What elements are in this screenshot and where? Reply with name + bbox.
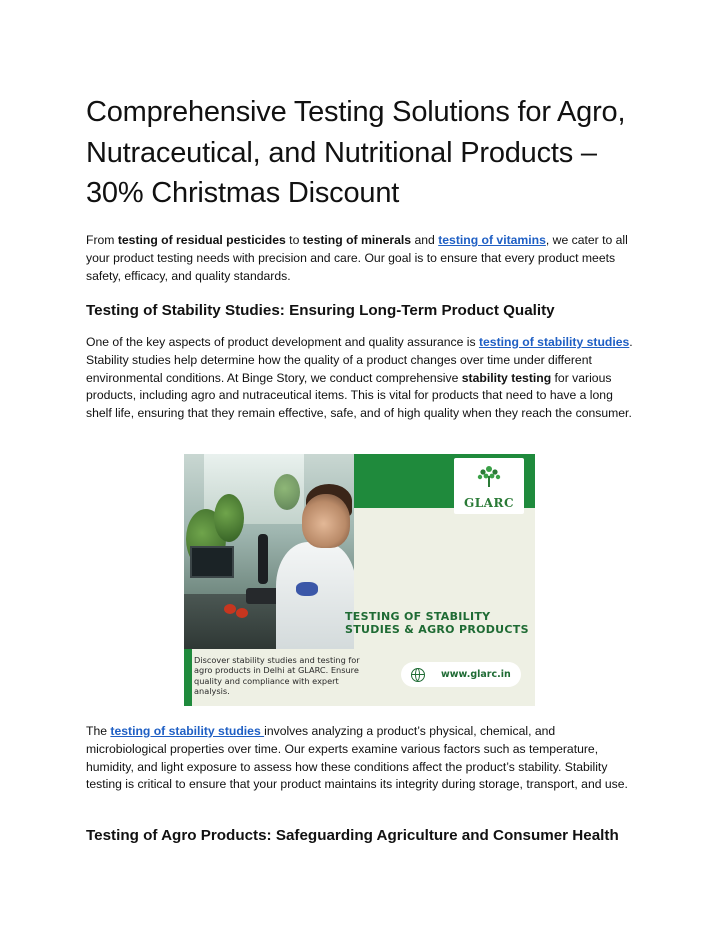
- section-heading-agro: Testing of Agro Products: Safeguarding Agriculture and Consumer Health: [86, 827, 619, 844]
- website-text: www.glarc.in: [441, 669, 511, 680]
- glarc-logo: [454, 458, 524, 514]
- tomato-icon: [236, 608, 248, 618]
- link-testing-of-stability-studies-2[interactable]: testing of stability studies: [110, 724, 265, 738]
- intro-bold-minerals: testing of minerals: [302, 233, 412, 247]
- stability-detail-paragraph: [86, 723, 634, 794]
- stability-text-1: One of the key aspects of product development and quality assurance is: [86, 335, 479, 349]
- intro-bold-pesticides: testing of residual pesticides: [117, 233, 286, 247]
- glove-icon: [296, 582, 318, 596]
- intro-text-2: to: [285, 233, 303, 247]
- monitor-icon: [190, 546, 234, 578]
- tree-logo-icon: [476, 464, 502, 488]
- lab-photo: [184, 454, 354, 649]
- link-testing-of-vitamins[interactable]: testing of vitamins: [438, 233, 546, 247]
- plant-icon: [274, 474, 300, 510]
- stability-bold-testing: stability testing: [461, 370, 552, 385]
- stability-text-2: . Stability studies help determine how the quality of a product changes over time under different environmental conditions. At Binge Story, we conduct comprehensive: [86, 335, 633, 385]
- banner-side-strip: [184, 649, 192, 706]
- logo-text: GLARC: [463, 496, 515, 510]
- website-pill: [401, 662, 521, 687]
- scientist-head: [302, 494, 350, 548]
- globe-icon: [411, 668, 425, 682]
- stability-text-3: for various products, including agro and nutraceutical items. This is vital for products that need to have a long shelf life, ensuring that they remain effective, safe, and of high quality when they reach the consumer.: [86, 370, 632, 421]
- section-heading-stability: Testing of Stability Studies: Ensuring Long-Term Product Quality: [86, 302, 555, 319]
- page-title: Comprehensive Testing Solutions for Agro, Nutraceutical, and Nutritional Products – 30% Christmas Discount: [86, 96, 626, 209]
- detail-text-2: involves analyzing a product’s physical, chemical, and microbiological properties over time. Our experts examine various factors such as temperature, humidity, and light exposure to assess how these conditions affect the product’s stability. Stability testing is critical to ensure that your product maintains its integrity during storage, transport, and use.: [86, 724, 628, 792]
- intro-text-3: and: [411, 233, 439, 247]
- detail-text-1: The: [86, 724, 111, 738]
- intro-text-4: , we cater to all your product testing needs with precision and care. Our goal is to ensure that every product meets safety, efficacy, and quality standards.: [86, 233, 628, 283]
- intro-paragraph: [86, 232, 634, 285]
- scientist-coat: [276, 542, 354, 649]
- banner-description: Discover stability studies and testing for agro products in Delhi at GLARC. Ensure quality and compliance with expert analysis.: [194, 655, 360, 697]
- tomato-icon: [224, 604, 236, 614]
- link-testing-of-stability-studies[interactable]: testing of stability studies: [478, 335, 630, 349]
- glarc-banner-image: [184, 454, 535, 706]
- stability-paragraph: [86, 334, 634, 423]
- banner-title: TESTING OF STABILITY STUDIES & AGRO PRODUCTS: [345, 610, 529, 636]
- intro-text-1: From: [86, 233, 118, 247]
- plant-icon: [214, 494, 244, 542]
